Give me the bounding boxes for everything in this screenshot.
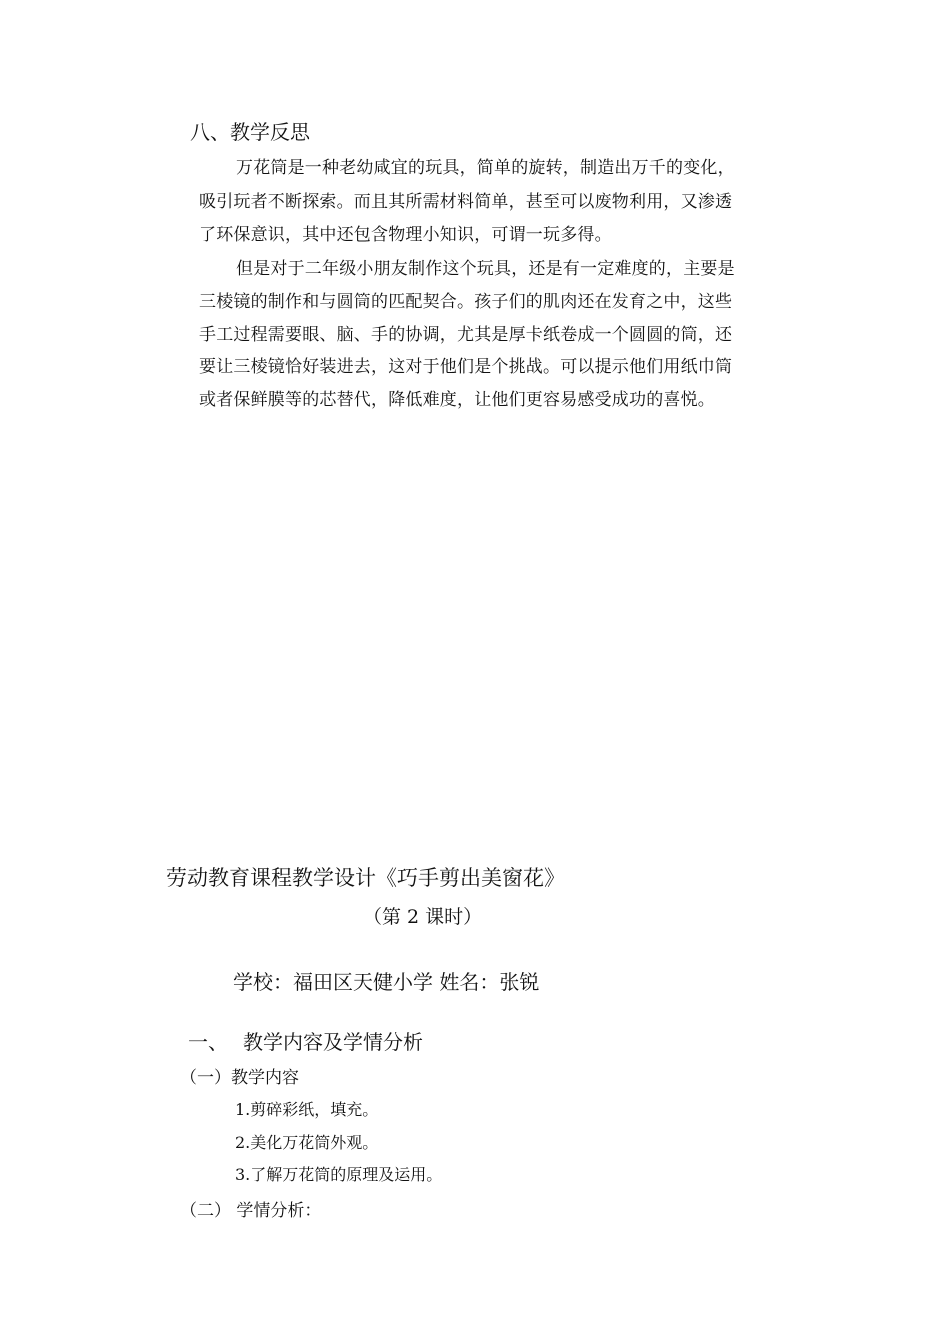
reflection-p2-line: 或者保鲜膜等的芯替代，降低难度，让他们更容易感受成功的喜悦。 <box>199 390 715 410</box>
reflection-p2-line: 但是对于二年级小朋友制作这个玩具，还是有一定难度的，主要是 <box>236 259 735 279</box>
content-item: 3.了解万花筒的原理及运用。 <box>235 1165 443 1184</box>
content-item: 2.美化万花筒外观。 <box>235 1133 379 1152</box>
design-subtitle: （第 2 课时） <box>363 906 483 928</box>
reflection-p1-line: 了环保意识，其中还包含物理小知识，可谓一玩多得。 <box>199 225 612 245</box>
reflection-p2-line: 要让三棱镜恰好装进去，这对于他们是个挑战。可以提示他们用纸巾筒 <box>199 357 733 377</box>
reflection-heading: 八、教学反思 <box>190 120 310 144</box>
design-title: 劳动教育课程教学设计《巧手剪出美窗花》 <box>166 866 565 890</box>
reflection-p2-line: 三棱镜的制作和与圆筒的匹配契合。孩子们的肌肉还在发育之中，这些 <box>199 292 733 312</box>
content-item: 1.剪碎彩纸，填充。 <box>235 1100 379 1119</box>
reflection-p2-line: 手工过程需要眼、脑、手的协调，尤其是厚卡纸卷成一个圆圆的筒，还 <box>199 325 733 345</box>
subsection-student-analysis: （二） 学情分析： <box>180 1201 322 1221</box>
subsection-teaching-content: （一）教学内容 <box>180 1068 299 1088</box>
reflection-p1-line: 万花筒是一种老幼咸宜的玩具，简单的旋转，制造出万千的变化， <box>236 158 735 178</box>
section-1-number: 一、 <box>188 1030 228 1054</box>
reflection-p1-line: 吸引玩者不断探索。而且其所需材料简单，甚至可以废物利用，又渗透 <box>199 192 733 212</box>
school-author-line: 学校：福田区天健小学 姓名：张锐 <box>233 970 540 994</box>
section-1-heading: 教学内容及学情分析 <box>243 1030 423 1054</box>
